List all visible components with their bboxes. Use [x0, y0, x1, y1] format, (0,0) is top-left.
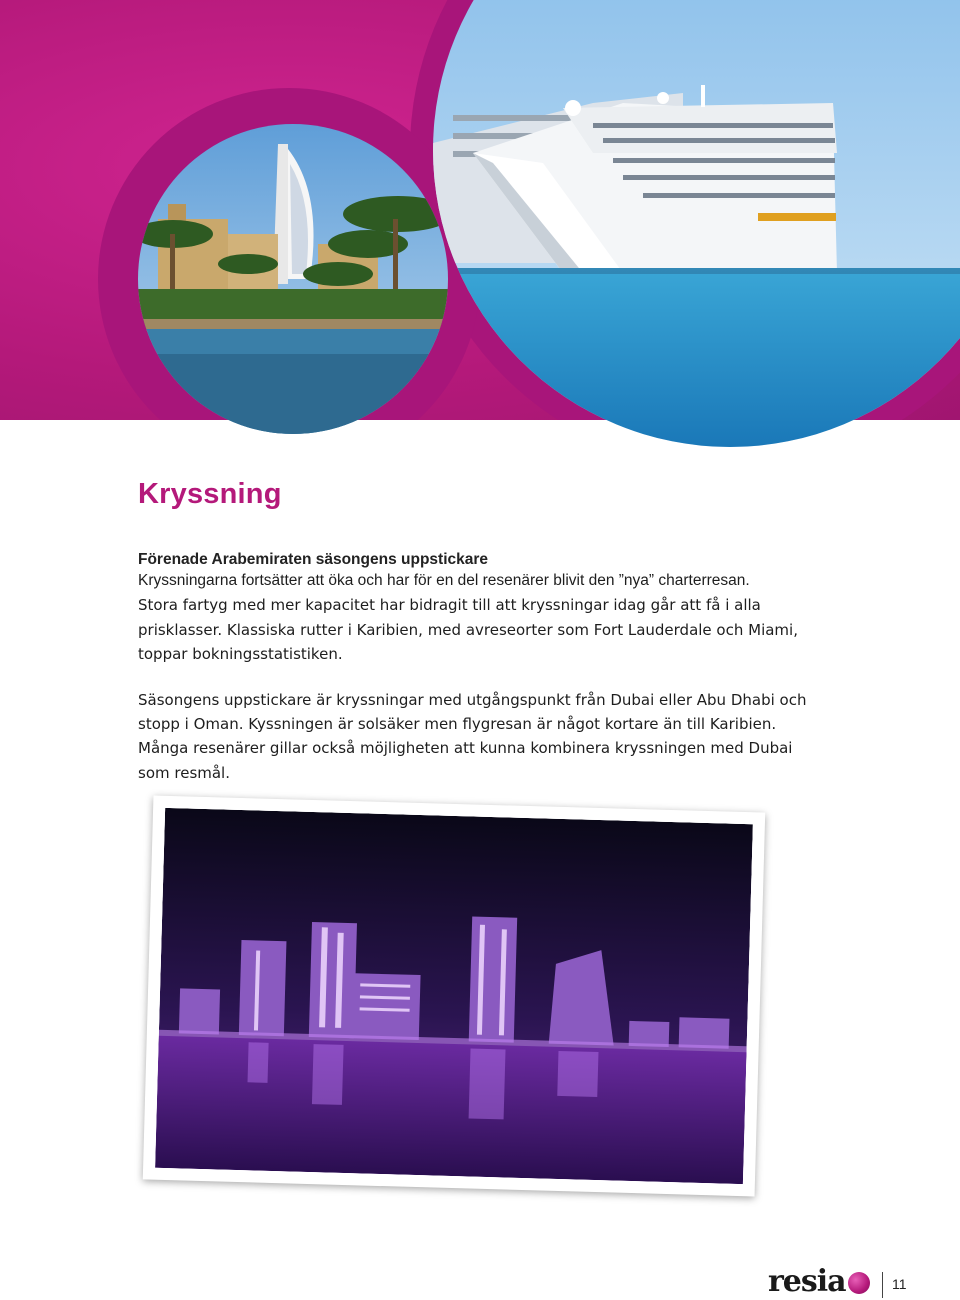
- paragraph-1-rest: Stora fartyg med mer kapacitet har bidragit till att kryssningar idag går att få i alla prisklasser. Klassiska rutter i Karibien, med avreseorter som Fort Lauderdale och Miami, toppar bokningsstatistiken.: [138, 596, 798, 664]
- dubai-night-photo-frame: [143, 796, 765, 1197]
- paragraph-1-line-1: Kryssningarna fortsätter att öka och har för en del resenärer blivit den ”nya” charterresan.: [138, 572, 750, 589]
- page-footer: [768, 1264, 928, 1298]
- resia-logo: resia: [768, 1264, 846, 1299]
- footer-divider: [882, 1272, 883, 1298]
- article-content: [138, 478, 828, 785]
- page-number: 11: [892, 1276, 907, 1292]
- article-subheading: Förenade Arabemiraten säsongens uppstickare: [138, 551, 489, 568]
- page-title: Kryssning: [138, 478, 282, 510]
- resia-logo-dot-icon: [848, 1272, 870, 1294]
- paragraph-2: Säsongens uppstickare är kryssningar med utgångspunkt från Dubai eller Abu Dhabi och stopp i Oman. Kyssningen är solsäker men flygresan är något kortare än till Karibien. Många resenärer gillar också möjligheten att kunna kombinera kryssningen med Dubai som resmål.: [138, 690, 807, 782]
- dubai-resort-photo: [138, 124, 448, 434]
- dubai-night-skyline-photo: [155, 808, 753, 1184]
